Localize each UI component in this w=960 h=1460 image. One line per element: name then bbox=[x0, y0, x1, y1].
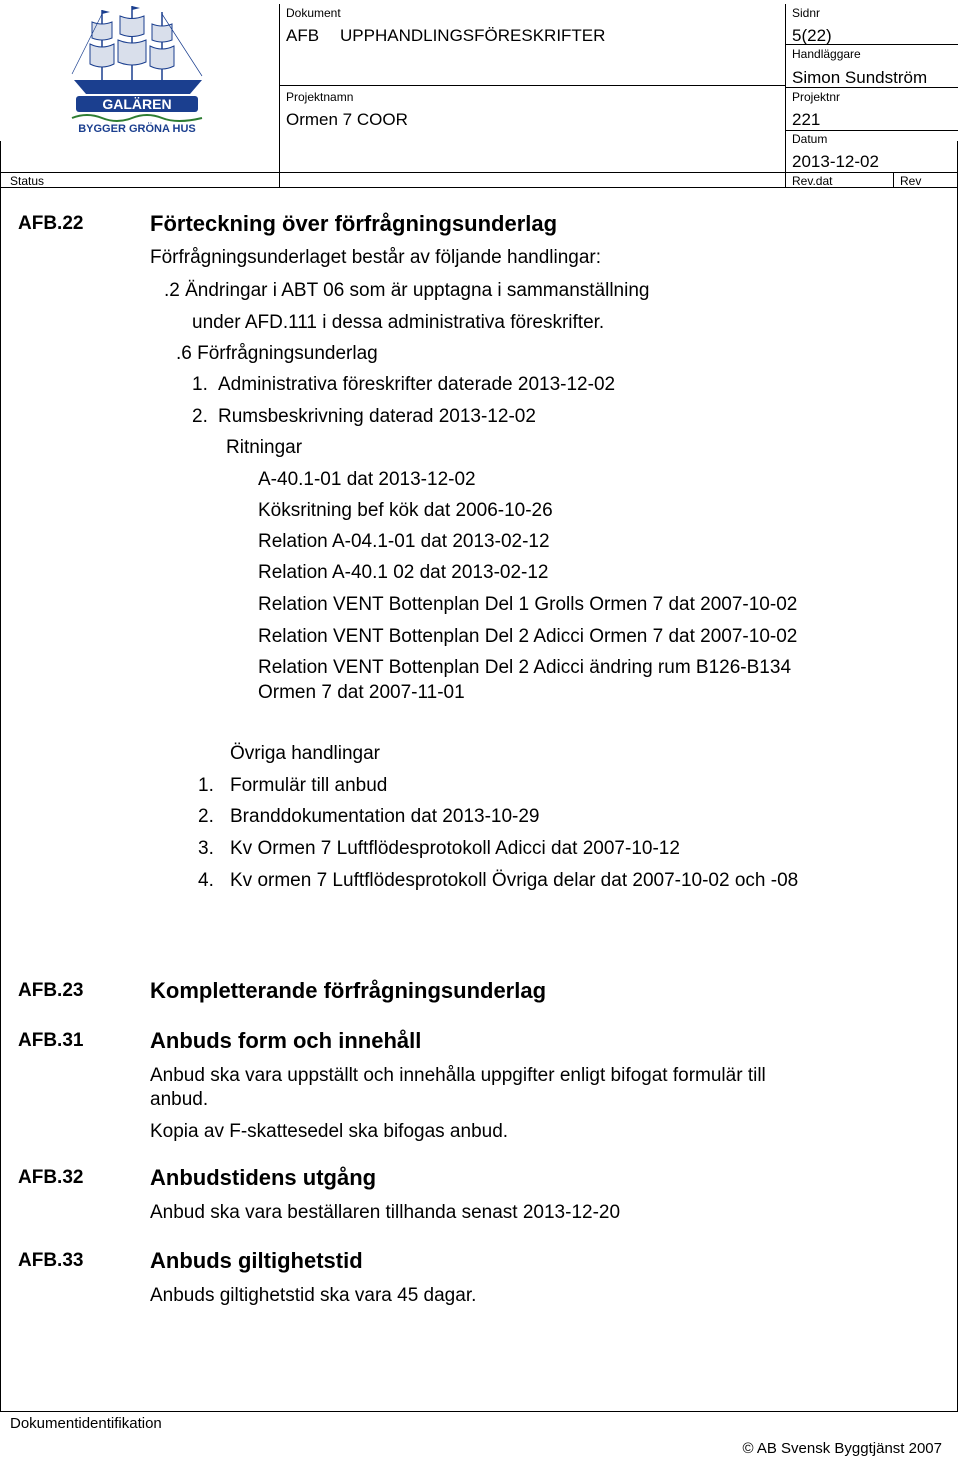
other-document-item: 4. Kv ormen 7 Luftflödesprotokoll Övriga delar dat 2007-10-02 och -08 bbox=[198, 870, 799, 891]
status-label: Status bbox=[10, 174, 45, 188]
datum-label: Datum bbox=[792, 132, 828, 146]
paragraph: Kopia av F-skattesedel ska bifogas anbud. bbox=[150, 1121, 509, 1142]
paragraph: anbud. bbox=[150, 1089, 209, 1110]
svg-text:BYGGER GRÖNA HUS: BYGGER GRÖNA HUS bbox=[78, 123, 196, 135]
section-code: AFB.32 bbox=[18, 1167, 84, 1188]
drawing-item: A-40.1-01 dat 2013-12-02 bbox=[258, 469, 476, 490]
section-title: Förteckning över förfrågningsunderlag bbox=[150, 211, 558, 236]
other-document-item: 3. Kv Ormen 7 Luftflödesprotokoll Adicci dat 2007-10-12 bbox=[198, 838, 680, 859]
drawing-item: Relation VENT Bottenplan Del 2 Adicci ändring rum B126-B134 bbox=[258, 657, 792, 678]
datum-value: 2013-12-02 bbox=[792, 152, 879, 171]
other-document-item: 1. Formulär till anbud bbox=[198, 775, 388, 796]
section-title: Anbuds form och innehåll bbox=[150, 1028, 422, 1053]
drawing-item: Köksritning bef kök dat 2006-10-26 bbox=[258, 500, 553, 521]
sidnr-label: Sidnr bbox=[792, 6, 821, 20]
projektnr-value: 221 bbox=[792, 110, 821, 129]
drawing-item: Relation VENT Bottenplan Del 1 Grolls Ormen 7 dat 2007-10-02 bbox=[258, 594, 798, 615]
sidnr-value: 5(22) bbox=[792, 26, 832, 45]
revdat-label: Rev.dat bbox=[792, 174, 833, 188]
drawing-item: Relation VENT Bottenplan Del 2 Adicci Ormen 7 dat 2007-10-02 bbox=[258, 626, 798, 647]
document-header bbox=[0, 0, 960, 190]
projektnamn-value: Ormen 7 COOR bbox=[286, 110, 408, 129]
handlaggare-value: Simon Sundström bbox=[792, 68, 928, 87]
handlaggare-label: Handläggare bbox=[792, 47, 861, 61]
other-document-item: 2. Branddokumentation dat 2013-10-29 bbox=[198, 806, 540, 827]
paragraph: Anbud ska vara uppställt och innehålla uppgifter enligt bifogat formulär till bbox=[150, 1065, 766, 1086]
item-2-line-2: under AFD.111 i dessa administrativa föreskrifter. bbox=[192, 312, 605, 333]
dokument-title: UPPHANDLINGSFÖRESKRIFTER bbox=[340, 26, 606, 45]
section-code: AFB.33 bbox=[18, 1250, 84, 1271]
paragraph: Anbud ska vara beställaren tillhanda senast 2013-12-20 bbox=[150, 1202, 621, 1223]
intro-text: Förfrågningsunderlaget består av följande handlingar: bbox=[150, 247, 602, 268]
drawing-item: Relation A-04.1-01 dat 2013-02-12 bbox=[258, 531, 550, 552]
paragraph: Anbuds giltighetstid ska vara 45 dagar. bbox=[150, 1285, 477, 1306]
item-2-line-1: .2 Ändringar i ABT 06 som är upptagna i sammanställning bbox=[164, 280, 650, 301]
dokument-label: Dokument bbox=[286, 6, 341, 20]
ritningar-heading: Ritningar bbox=[226, 437, 303, 458]
rev-label: Rev bbox=[900, 174, 922, 188]
drawing-item: Ormen 7 dat 2007-11-01 bbox=[258, 682, 465, 703]
drawing-item: Relation A-40.1 02 dat 2013-02-12 bbox=[258, 562, 549, 583]
section-code: AFB.31 bbox=[18, 1030, 84, 1051]
doc-id-label: Dokumentidentifikation bbox=[10, 1415, 162, 1432]
section-title: Anbudstidens utgång bbox=[150, 1165, 377, 1190]
copyright-text: © AB Svensk Byggtjänst 2007 bbox=[742, 1440, 942, 1457]
section-title: Anbuds giltighetstid bbox=[150, 1248, 363, 1273]
ovriga-heading: Övriga handlingar bbox=[230, 743, 380, 764]
item-6: .6 Förfrågningsunderlag bbox=[176, 343, 378, 364]
dokument-code: AFB bbox=[286, 26, 320, 45]
section-code: AFB.23 bbox=[18, 980, 84, 1001]
document-footer bbox=[0, 1403, 960, 1460]
svg-text:GALÄREN: GALÄREN bbox=[102, 96, 172, 112]
galaren-logo bbox=[62, 4, 212, 136]
projektnr-label: Projektnr bbox=[792, 90, 841, 104]
section-title: Kompletterande förfrågningsunderlag bbox=[150, 978, 547, 1003]
list-item: 2. Rumsbeskrivning daterad 2013-12-02 bbox=[192, 406, 536, 427]
section-code: AFB.22 bbox=[18, 213, 84, 234]
list-item: 1. Administrativa föreskrifter daterade 2013-12-02 bbox=[192, 374, 616, 395]
projektnamn-label: Projektnamn bbox=[286, 90, 354, 104]
